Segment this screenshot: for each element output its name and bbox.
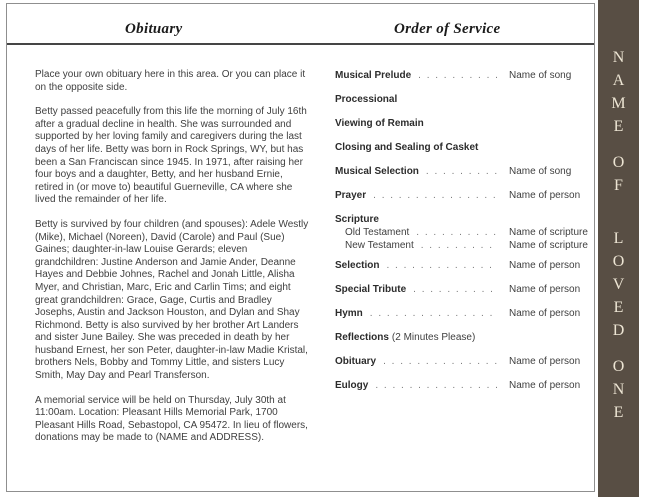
service-item-label: Prayer bbox=[335, 190, 367, 201]
service-item-value: Name of scripture bbox=[509, 240, 588, 251]
service-row bbox=[335, 94, 597, 105]
page-frame bbox=[6, 3, 595, 492]
banner-letter: V bbox=[612, 276, 625, 293]
service-item-label: Musical Prelude bbox=[335, 70, 412, 81]
header-band bbox=[7, 4, 594, 45]
service-item-label: Selection bbox=[335, 260, 380, 271]
service-item-label: Processional bbox=[335, 94, 398, 105]
obituary-title: Obituary bbox=[125, 21, 183, 37]
service-row bbox=[335, 240, 597, 251]
dotted-leader bbox=[421, 240, 497, 251]
service-item-label: Closing and Sealing of Casket bbox=[335, 142, 479, 153]
service-row bbox=[335, 70, 597, 81]
banner-letter: E bbox=[613, 299, 624, 316]
banner-letter: O bbox=[612, 154, 625, 171]
service-item-label: Hymn bbox=[335, 308, 363, 319]
banner-letter: F bbox=[614, 177, 623, 194]
service-item-label: Old Testament bbox=[345, 227, 410, 238]
service-row bbox=[335, 356, 597, 367]
service-row bbox=[335, 380, 597, 391]
service-item-label: Special Tribute bbox=[335, 284, 407, 295]
dotted-leader bbox=[426, 166, 497, 177]
obituary-text-block bbox=[35, 69, 309, 457]
service-item-label: Viewing of Remain bbox=[335, 118, 424, 129]
service-item-value: Name of person bbox=[509, 380, 581, 391]
service-row bbox=[335, 190, 597, 201]
service-item-label: Scripture bbox=[335, 214, 379, 225]
order-of-service-title: Order of Service bbox=[394, 21, 501, 37]
dotted-leader bbox=[416, 227, 497, 238]
service-item-value: Name of person bbox=[509, 284, 581, 295]
dotted-leader bbox=[386, 260, 497, 271]
banner-letter: E bbox=[613, 118, 624, 135]
service-item-label: Eulogy bbox=[335, 380, 369, 391]
obituary-header-cell bbox=[7, 4, 301, 43]
banner-letter: L bbox=[613, 230, 624, 247]
service-item-note: (2 Minutes Please) bbox=[391, 332, 476, 343]
obituary-paragraph: A memorial service will be held on Thursday, July 30th at 11:00am. Location: Pleasant Hills Memorial Park, 1700 Pleasant Hills Road, Sebastopol, CA 95472. In lieu of flowers, donations may be made to (NAME and ADDRESS). bbox=[35, 394, 308, 444]
banner-letter: N bbox=[612, 381, 625, 398]
service-item-value: Name of person bbox=[509, 308, 581, 319]
service-item-value: Name of song bbox=[509, 70, 572, 81]
service-row bbox=[335, 214, 597, 225]
order-of-service-list bbox=[335, 70, 597, 404]
service-row bbox=[335, 166, 597, 177]
service-item-value: Name of song bbox=[509, 166, 572, 177]
banner-letter: E bbox=[613, 404, 624, 421]
service-item-value: Name of person bbox=[509, 190, 581, 201]
service-item-label: Reflections bbox=[335, 332, 389, 343]
dotted-leader bbox=[383, 356, 497, 367]
service-item-value: Name of person bbox=[509, 260, 581, 271]
service-item-label: Musical Selection bbox=[335, 166, 419, 177]
banner-letter: N bbox=[612, 49, 625, 66]
obituary-paragraph: Betty passed peacefully from this life the morning of July 16th after a gradual decline in health. She was surrounded and supported by her loving family and caregivers during the last days of her life. Betty was born in Rock Springs, WY, but has been a San Franciscan since 1945. In 1971, after raising her four boys and a daughter, Betty, and her husband Ernie, retired in (or move to) beautiful Guerneville, CA where she lived the remainder of her life. bbox=[35, 106, 307, 206]
banner-word bbox=[611, 46, 625, 138]
service-item-label: New Testament bbox=[345, 240, 414, 251]
service-item-label: Obituary bbox=[335, 356, 377, 367]
banner-letter: D bbox=[612, 322, 625, 339]
service-row bbox=[335, 308, 597, 319]
loved-one-name-banner bbox=[598, 0, 639, 497]
service-item-value: Name of person bbox=[509, 356, 581, 367]
dotted-leader bbox=[418, 70, 497, 81]
content-area bbox=[7, 45, 594, 491]
service-row bbox=[335, 284, 597, 295]
dotted-leader bbox=[375, 380, 497, 391]
banner-letter: O bbox=[612, 358, 625, 375]
banner-letter: M bbox=[611, 95, 626, 112]
service-item-value: Name of scripture bbox=[509, 227, 588, 238]
dotted-leader bbox=[373, 190, 497, 201]
banner-word bbox=[613, 151, 625, 197]
dotted-leader bbox=[370, 308, 497, 319]
banner-letter: A bbox=[612, 72, 625, 89]
service-row bbox=[335, 118, 597, 129]
banner-word bbox=[613, 355, 625, 424]
service-row bbox=[335, 260, 597, 271]
dotted-leader bbox=[413, 284, 497, 295]
service-row bbox=[335, 227, 597, 238]
obituary-paragraph: Place your own obituary here in this area. Or you can place it on the opposite side. bbox=[35, 69, 306, 93]
service-row bbox=[335, 142, 597, 153]
obituary-paragraph: Betty is survived by four children (and spouses): Adele Westly (Mike), Michael (Noreen), David (Carole) and Paul (Sue) Gaines; daughter-in-law Louise Gerards; eleven grandchildren: Justine Anderson and Jamie Ander, Deanne Hayes and Debbie Johnes, Rachel and Jonah Little, Alisha Myer, and Christian, Marc, Eric and Carlin Tims; and eight great grandchildren: Grace, Gage, Curtis and Bradley Josephs, Austin and Jackson Houston, and Dylan and Shay Richmond. Betty is also survived by her brother Art Landers and sister June Bailey. She was preceded in death by her husband Ernest, her son Peter, daughter-in-law Madie Kristal, brothers Nels, Bobby and Tommy Little, and sisters Lucy Smith, May Day and Pearl Transferson. bbox=[35, 218, 309, 382]
order-of-service-header-cell bbox=[301, 4, 595, 43]
banner-word bbox=[613, 227, 625, 342]
banner-letter: O bbox=[612, 253, 625, 270]
service-row bbox=[335, 332, 597, 343]
